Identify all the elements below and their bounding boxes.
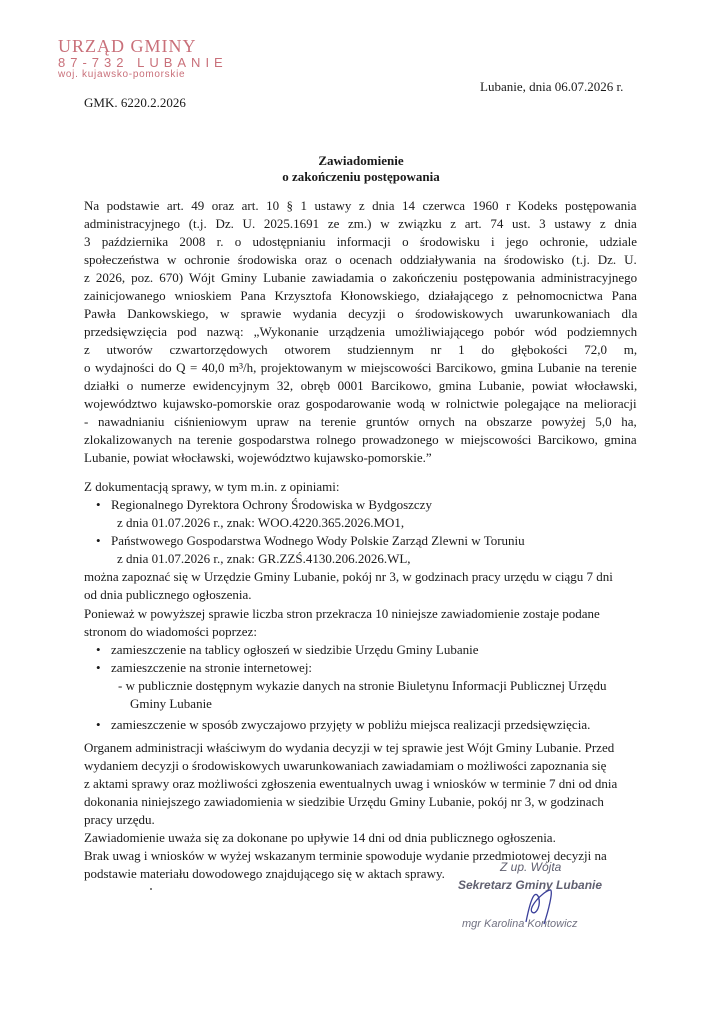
final-line: dokonania niniejszego zawiadomienia w siedzibie Urzędu Gminy Lubanie, pokój nr 3, w godzinach bbox=[84, 794, 604, 809]
final-line: z aktami sprawy oraz możliwości zgłoszenia ewentualnych uwag i wniosków w terminie 7 dni od dnia bbox=[84, 776, 618, 791]
opinion-reference: z dnia 01.07.2026 r., znak: GR.ZZŚ.4130.206.2026.WL, bbox=[117, 551, 411, 566]
stamp-voivodeship: woj. kujawsko-pomorskie bbox=[58, 69, 186, 80]
document-subtitle: o zakończeniu postępowania bbox=[282, 169, 440, 184]
stamp-postal-town: 87-732 LUBANIE bbox=[58, 55, 228, 70]
opinion-issuer: • Regionalnego Dyrektora Ochrony Środowiska w Bydgoszczy bbox=[111, 497, 432, 512]
documentation-intro: Z dokumentacją sprawy, w tym m.in. z opiniami: bbox=[84, 479, 340, 494]
paragraph-line: zlokalizowanych na terenie gospodarstwa rolnego prowadzonego w miejscowości Barcikowo, gmina bbox=[84, 432, 637, 447]
notification-subitem: - w publicznie dostępnym wykazie danych na stronie Biuletynu Informacji Publicznej Urzędu bbox=[118, 678, 607, 693]
documentation-section bbox=[84, 478, 637, 604]
paragraph-line: społeczeństwa w ochronie środowiska oraz o ocenach oddziaływania na środowisko (t.j. Dz. U. bbox=[84, 252, 637, 267]
document-title: Zawiadomienie bbox=[318, 153, 404, 168]
notification-item bbox=[84, 659, 637, 677]
notification-section bbox=[84, 605, 637, 734]
paragraph-line: Pawła Dankowskiego, w sprawie wydania decyzji o środowiskowych uwarunkowaniach dla bbox=[84, 306, 638, 321]
notification-list bbox=[84, 641, 637, 677]
opinion-reference: z dnia 01.07.2026 r., znak: WOO.4220.365.2026.MO1, bbox=[117, 515, 405, 530]
paragraph-line: z utworów czwartorzędowych otworem studziennym nr 1 do głębokości 72,0 m, bbox=[84, 342, 638, 357]
final-line: wydaniem decyzji o środowiskowych uwarunkowaniach zawiadamiam o możliwości zapoznania się bbox=[84, 758, 607, 773]
paragraph-line: - nawadnianiu ciśnieniowym upraw na terenie gruntów ornych na obszarze powyżej 5,0 ha, bbox=[84, 414, 637, 429]
paragraph-line: 3 października 2008 r. o udostępnianiu informacji o środowisku i jego ochronie, udziale bbox=[84, 234, 638, 249]
signature-position: Sekretarz Gminy Lubanie bbox=[458, 878, 603, 892]
opinion-item bbox=[84, 496, 637, 532]
signature-name: mgr Karolina Kontowicz bbox=[462, 918, 578, 930]
signature-authorization: Z up. Wójta bbox=[500, 860, 562, 874]
paragraph-line: administracyjnego (t.j. Dz. U. 2025.1691 ze zm.) w związku z art. 74 ust. 3 ustawy z dnia bbox=[84, 216, 637, 231]
notification-item bbox=[84, 716, 637, 734]
paragraph-line: z 2026, poz. 670) Wójt Gminy Lubanie zawiadamia o zakończeniu postępowania administracyjnego bbox=[84, 270, 638, 285]
paragraph-line: Na podstawie art. 49 oraz art. 10 § 1 ustawy z dnia 14 czerwca 1960 r Kodeks postępowania bbox=[84, 198, 637, 213]
final-line: Organem administracji właściwym do wydania decyzji w tej sprawie jest Wójt Gminy Lubanie. Przed bbox=[84, 740, 615, 755]
reference-number: GMK. 6220.2.2026 bbox=[84, 95, 186, 110]
paragraph-line: Lubanie, powiat włocławski, województwo kujawsko-pomorskie.” bbox=[84, 450, 432, 465]
paragraph-line: województwo kujawsko-pomorskie oraz gospodarowanie wodą w rolnictwie polegające na melioracji bbox=[84, 396, 637, 411]
documentation-closing: od dnia publicznego ogłoszenia. bbox=[84, 587, 252, 602]
notification-intro: stronom do wiadomości poprzez: bbox=[84, 624, 257, 639]
legal-basis-paragraph bbox=[84, 197, 637, 467]
paragraph-line: o wydajności do Q = 40,0 m³/h, projektowanym w miejscowości Barcikowo, gmina Lubanie na terenie bbox=[84, 360, 637, 375]
documentation-closing: można zapoznać się w Urzędzie Gminy Lubanie, pokój nr 3, w godzinach pracy urzędu w ciągu 7 dni bbox=[84, 569, 613, 584]
final-line: podstawie materiału dowodowego znajdującego się w aktach sprawy. bbox=[84, 866, 445, 881]
opinion-issuer: • Państwowego Gospodarstwa Wodnego Wody Polskie Zarząd Zlewni w Toruniu bbox=[111, 533, 525, 548]
notification-subitem: Gminy Lubanie bbox=[130, 696, 212, 711]
notification-list-cont bbox=[84, 716, 637, 734]
final-line: Brak uwag i wniosków w wyżej wskazanym terminie spowoduje wydanie przedmiotowej decyzji na bbox=[84, 848, 607, 863]
stray-mark bbox=[150, 888, 152, 890]
notification-intro: Ponieważ w powyższej sprawie liczba stron przekracza 10 niniejsze zawiadomienie zostaje podane bbox=[84, 606, 600, 621]
final-line: pracy urzędu. bbox=[84, 812, 155, 827]
notification-item-text: • zamieszczenie w sposób zwyczajowo przyjęty w pobliżu miejsca realizacji przedsięwzięcia. bbox=[111, 717, 591, 732]
paragraph-line: działki o numerze ewidencyjnym 32, obręb 0001 Barcikowo, gmina Lubanie, powiat włocławski, bbox=[84, 378, 638, 393]
final-line: Zawiadomienie uważa się za dokonane po upływie 14 dni od dnia publicznego ogłoszenia. bbox=[84, 830, 556, 845]
signature-block bbox=[440, 858, 640, 948]
opinions-list bbox=[84, 496, 637, 568]
notification-item bbox=[84, 641, 637, 659]
notification-item-text: • zamieszczenie na stronie internetowej: bbox=[111, 660, 313, 675]
stamp-office-name: URZĄD GMINY bbox=[58, 36, 197, 56]
paragraph-line: zainicjowanego wnioskiem Pana Krzysztofa Kłonowskiego, działającego z pełnomocnictwa Pana bbox=[84, 288, 637, 303]
notification-item-text: • zamieszczenie na tablicy ogłoszeń w siedzibie Urzędu Gminy Lubanie bbox=[111, 642, 479, 657]
place-and-date: Lubanie, dnia 06.07.2026 r. bbox=[480, 79, 624, 94]
paragraph-line: przedsięwzięcia pod nazwą: „Wykonanie urządzenia umożliwiającego pobór wód podziemnych bbox=[84, 324, 638, 339]
opinion-item bbox=[84, 532, 637, 568]
